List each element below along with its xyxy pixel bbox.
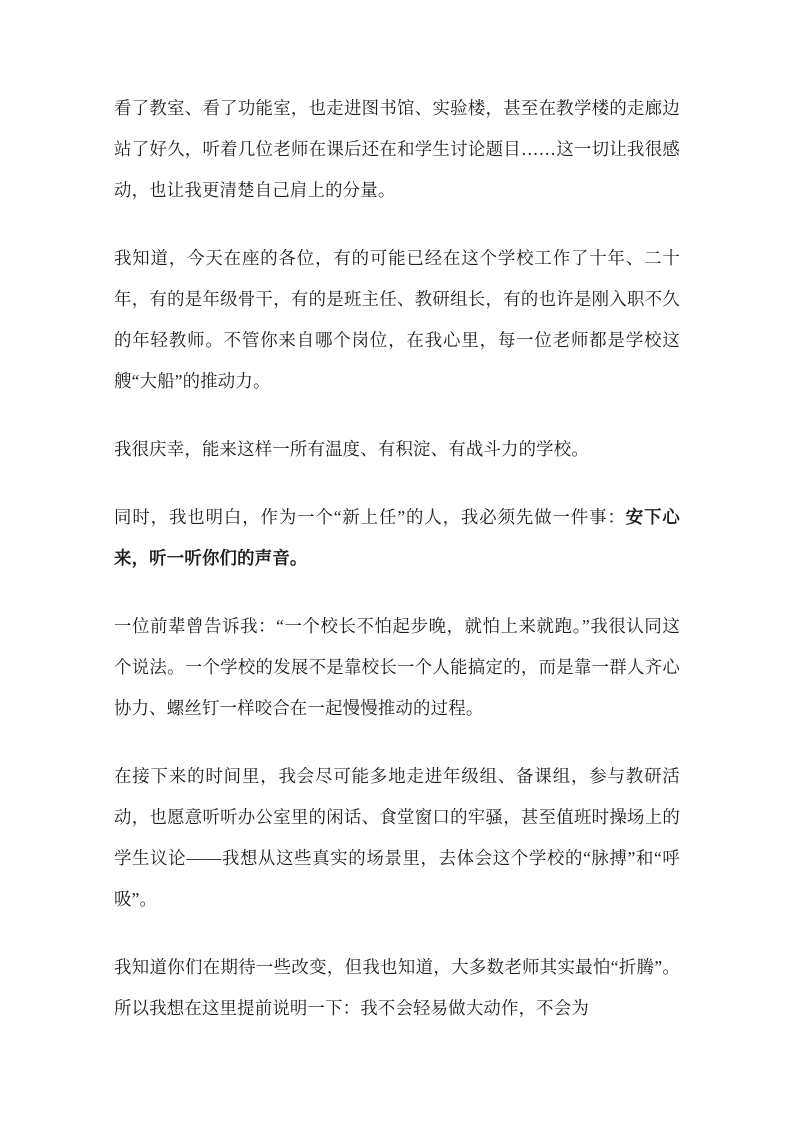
document-body bbox=[114, 88, 680, 1029]
paragraph bbox=[114, 606, 680, 729]
paragraph-text: 我知道你们在期待一些改变，但我也知道，大多数老师其实最怕“折腾”。所以我想在这里提前说明一下：我不会轻易做大动作，不会为 bbox=[114, 957, 680, 1018]
paragraph-text: 我很庆幸，能来这样一所有温度、有积淀、有战斗力的学校。 bbox=[114, 439, 589, 459]
paragraph bbox=[114, 429, 680, 470]
paragraph-text: 看了教室、看了功能室，也走进图书馆、实验楼，甚至在教学楼的走廊边站了好久，听着几位老师在课后还在和学生讨论题目……这一切让我很感动，也让我更清楚自己肩上的分量。 bbox=[114, 98, 680, 200]
paragraph bbox=[114, 88, 680, 211]
paragraph-text: 一位前辈曾告诉我：“一个校长不怕起步晚，就怕上来就跑。”我很认同这个说法。一个学校的发展不是靠校长一个人能搞定的，而是靠一群人齐心协力、螺丝钉一样咬合在一起慢慢推动的过程。 bbox=[114, 616, 680, 718]
paragraph bbox=[114, 947, 680, 1029]
paragraph-text: 在接下来的时间里，我会尽可能多地走进年级组、备课组，参与教研活动，也愿意听听办公室里的闲话、食堂窗口的牢骚，甚至值班时操场上的学生议论——我想从这些真实的场景里，去体会这个学校的“脉搏”和“呼吸”。 bbox=[114, 766, 680, 909]
paragraph-text: 同时，我也明白，作为一个“新上任”的人，我必须先做一件事： bbox=[114, 507, 626, 527]
paragraph-text: 我知道，今天在座的各位，有的可能已经在这个学校工作了十年、二十年，有的是年级骨干，有的是班主任、教研组长，有的也许是刚入职不久的年轻教师。不管你来自哪个岗位，在我心里，每一位老师都是学校这艘“大船”的推动力。 bbox=[114, 248, 680, 391]
paragraph bbox=[114, 497, 680, 579]
paragraph bbox=[114, 238, 680, 402]
paragraph-text-emphasis: 安下心来，听一听你们的声音。 bbox=[114, 507, 680, 568]
paragraph bbox=[114, 756, 680, 920]
